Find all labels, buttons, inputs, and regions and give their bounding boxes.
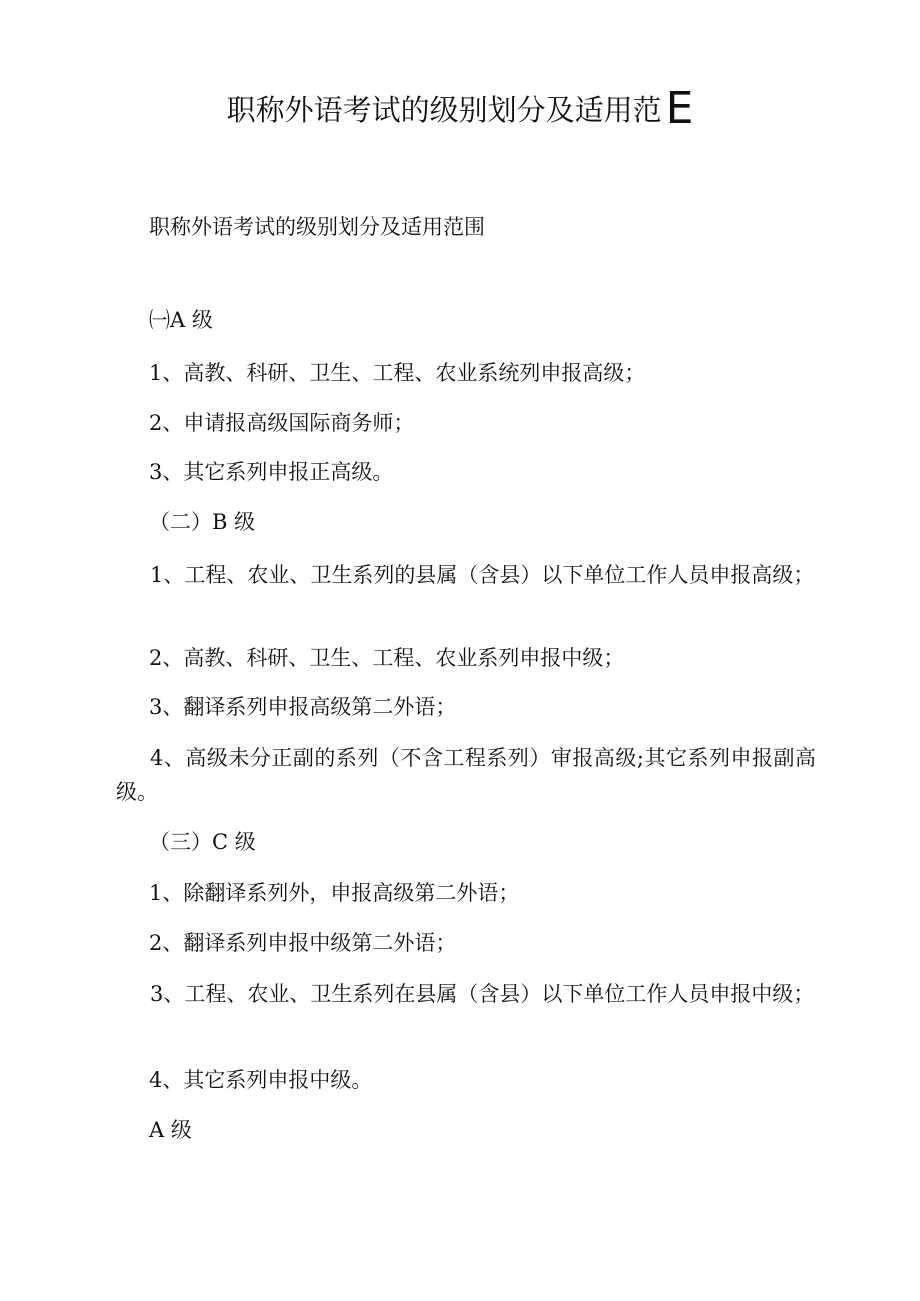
list-item: 1、除翻译系列外，申报高级第二外语；: [149, 881, 520, 905]
list-item: 4、其它系列申报中级。: [149, 1068, 373, 1092]
section-heading-a: ㈠A 级: [149, 308, 213, 332]
list-item: 2、翻译系列申报中级第二外语；: [149, 931, 457, 955]
document-title: [0, 83, 920, 134]
title-tail-glyph: E: [665, 83, 694, 134]
document-subtitle: 职称外语考试的级别划分及适用范围: [149, 215, 485, 239]
list-item: 3、工程、农业、卫生系列在县属（含县）以下单位工作人员申报中级；: [150, 982, 815, 1006]
list-item: 2、申请报高级国际商务师；: [149, 411, 415, 435]
list-item: 4、高级未分正副的系列（不含工程系列）审报高级;其它系列申报副高级。: [116, 746, 816, 804]
list-item: 1、工程、农业、卫生系列的县属（含县）以下单位工作人员申报高级；: [150, 563, 815, 587]
list-item: 1、高教、科研、卫生、工程、农业系统列申报高级；: [149, 361, 646, 385]
section-heading-c: （三）C 级: [149, 830, 256, 854]
section-heading-b: （二）B 级: [149, 510, 256, 534]
list-item: 3、翻译系列申报高级第二外语；: [149, 695, 457, 719]
trailing-heading: A 级: [149, 1118, 192, 1142]
title-main-text: 职称外语考试的级别划分及适用范: [226, 93, 662, 127]
list-item: 2、高教、科研、卫生、工程、农业系列申报中级；: [149, 646, 625, 670]
list-item: 3、其它系列申报正高级。: [149, 460, 394, 484]
